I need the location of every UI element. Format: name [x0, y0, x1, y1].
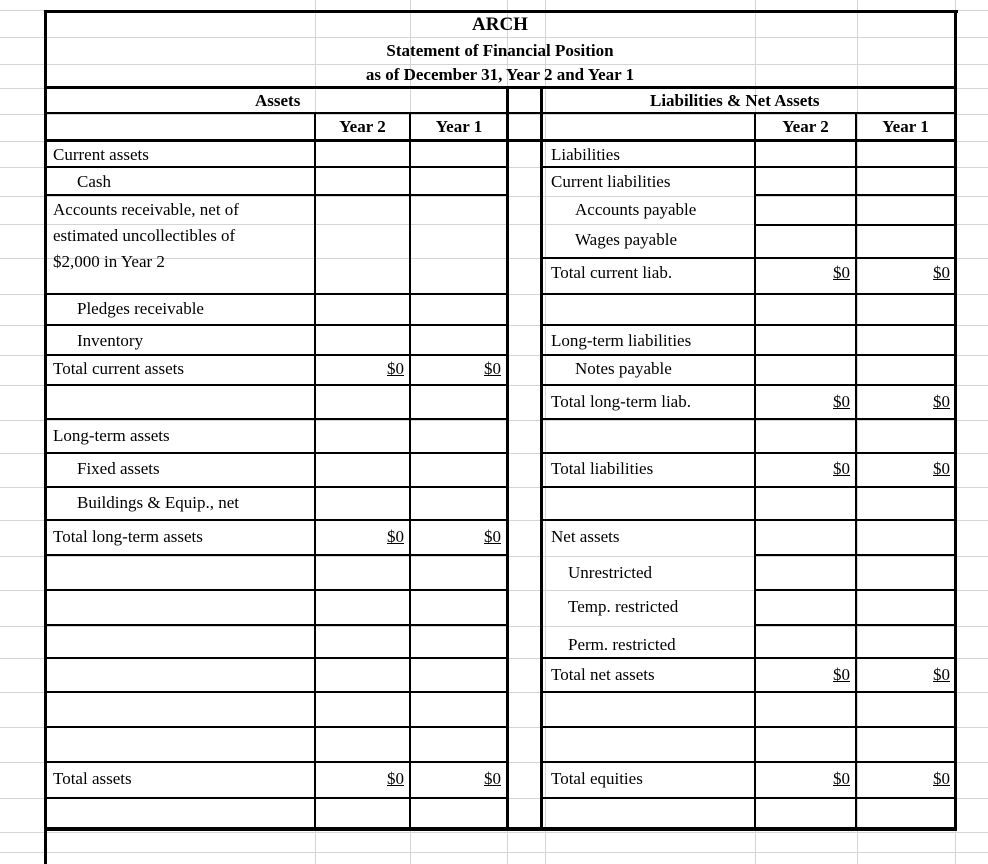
total-net-assets-y1: $0 [933, 665, 950, 684]
ar-label-line3: $2,000 in Year 2 [53, 252, 165, 271]
wages-payable-label: Wages payable [575, 230, 677, 249]
total-assets-y1: $0 [484, 769, 501, 788]
total-liabilities-y2: $0 [833, 459, 850, 478]
total-current-assets-y2: $0 [387, 359, 404, 378]
unrestricted-label: Unrestricted [568, 563, 653, 582]
total-long-term-liab-y1: $0 [933, 392, 950, 411]
total-assets-y2: $0 [387, 769, 404, 788]
current-liabilities-label: Current liabilities [551, 172, 671, 191]
total-long-term-liab-y2: $0 [833, 392, 850, 411]
perm-restricted-label: Perm. restricted [568, 635, 676, 654]
total-current-liab-label: Total current liab. [551, 263, 673, 282]
buildings-label: Buildings & Equip., net [77, 493, 239, 512]
long-term-assets-label: Long-term assets [53, 426, 170, 445]
liab-year1-header: Year 1 [882, 117, 929, 136]
inventory-label: Inventory [77, 331, 144, 350]
liabilities-label: Liabilities [551, 145, 620, 164]
period-subtitle: as of December 31, Year 2 and Year 1 [365, 65, 635, 84]
total-long-term-liab-label: Total long-term liab. [551, 392, 691, 411]
notes-payable-label: Notes payable [575, 359, 672, 378]
assets-year1-header: Year 1 [435, 117, 483, 136]
net-assets-label: Net assets [551, 527, 620, 546]
total-net-assets-label: Total net assets [551, 665, 655, 684]
total-current-assets-y1: $0 [484, 359, 501, 378]
temp-restricted-label: Temp. restricted [568, 597, 679, 616]
total-equities-y1: $0 [933, 769, 950, 788]
cash-label: Cash [77, 172, 111, 191]
total-long-term-assets-label: Total long-term assets [53, 527, 203, 546]
pledges-label: Pledges receivable [77, 299, 204, 318]
total-net-assets-y2: $0 [833, 665, 850, 684]
fixed-assets-label: Fixed assets [77, 459, 160, 478]
long-term-liabilities-label: Long-term liabilities [551, 331, 692, 350]
assets-heading: Assets [255, 91, 301, 110]
accounts-payable-label: Accounts payable [575, 200, 697, 219]
ar-label-line2: estimated uncollectibles of [53, 226, 236, 245]
liab-year2-header: Year 2 [782, 117, 829, 136]
assets-year2-header: Year 2 [339, 117, 386, 136]
total-assets-label: Total assets [53, 769, 132, 788]
total-liabilities-y1: $0 [933, 459, 950, 478]
statement-title: Statement of Financial Position [386, 41, 614, 60]
total-current-liab-y1: $0 [933, 263, 950, 282]
total-equities-label: Total equities [551, 769, 643, 788]
total-long-term-assets-y2: $0 [387, 527, 404, 546]
total-long-term-assets-y1: $0 [484, 527, 501, 546]
current-assets-label: Current assets [53, 145, 149, 164]
total-current-liab-y2: $0 [833, 263, 850, 282]
total-equities-y2: $0 [833, 769, 850, 788]
total-liabilities-label: Total liabilities [551, 459, 654, 478]
ar-label-line1: Accounts receivable, net of [53, 200, 239, 219]
liabilities-heading: Liabilities & Net Assets [650, 91, 820, 110]
total-current-assets-label: Total current assets [53, 359, 184, 378]
company-title: ARCH [472, 14, 528, 35]
